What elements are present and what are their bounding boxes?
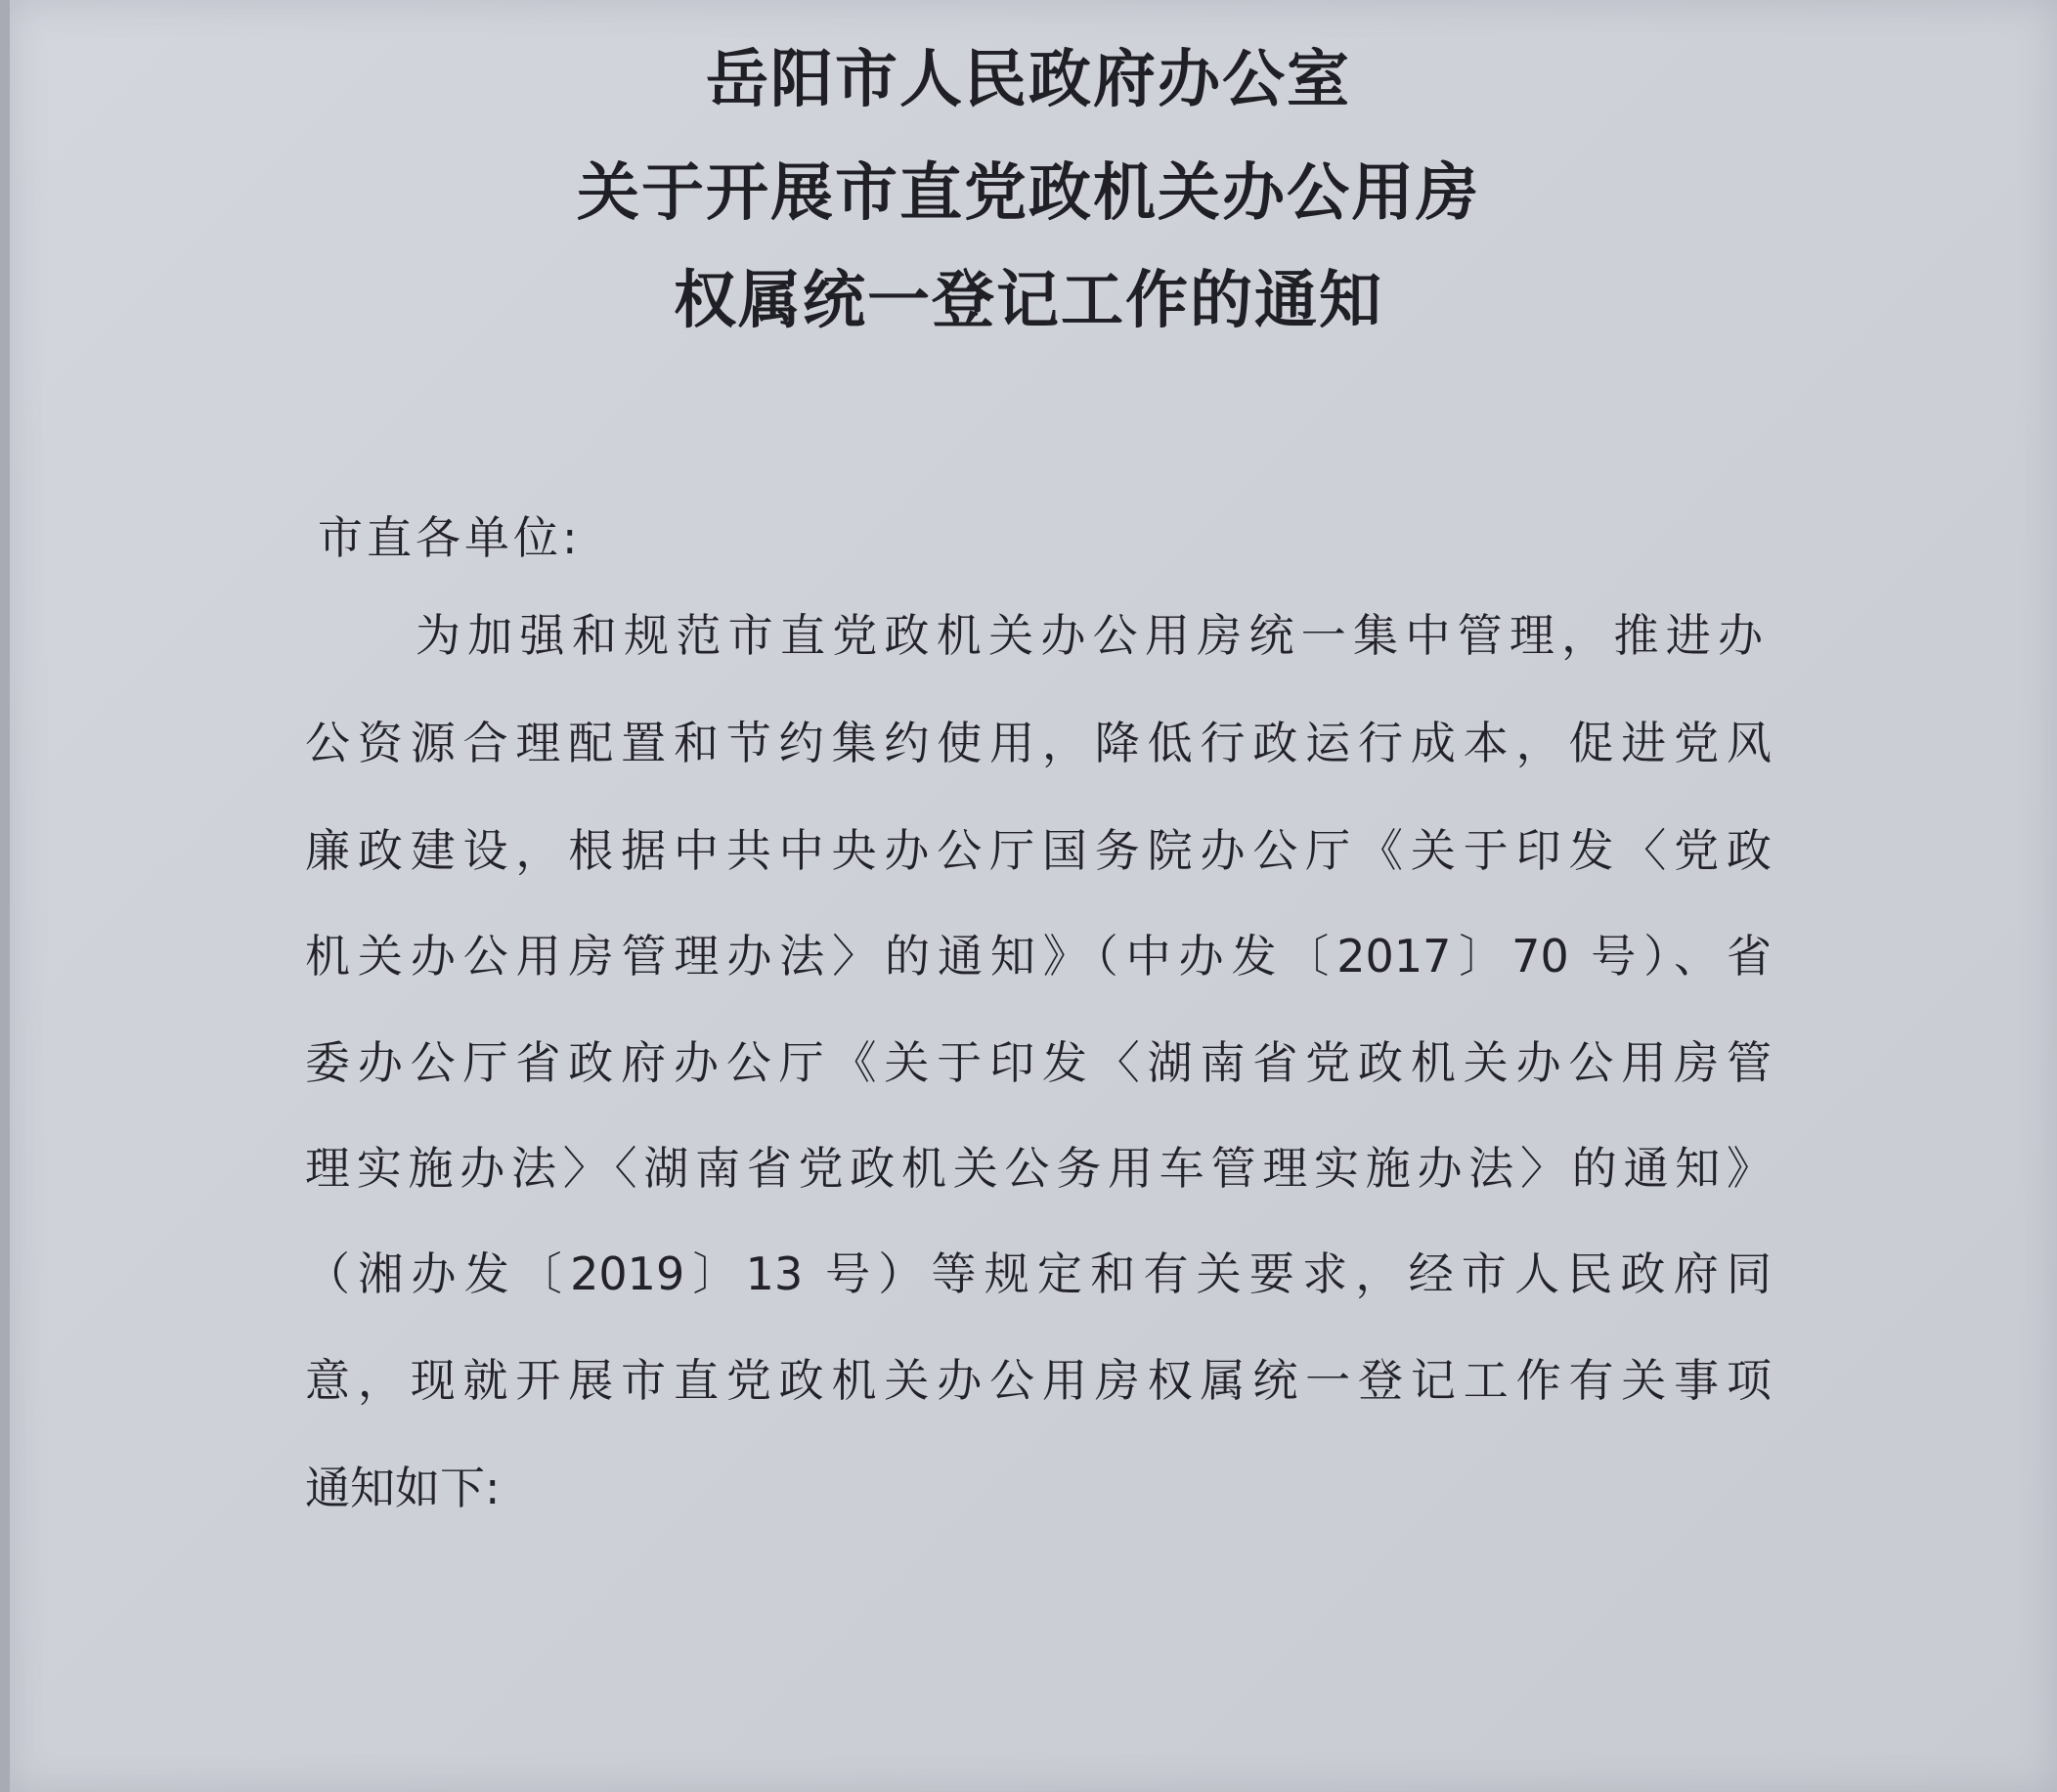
body-line-4: 机关办公用房管理办法〉的通知》（中办发〔2017〕70 号）、省 bbox=[305, 930, 1772, 983]
body-line-5: 委办公厅省政府办公厅《关于印发〈湖南省党政机关办公用房管 bbox=[305, 1036, 1772, 1089]
body-line-3: 廉政建设，根据中共中央办公厅国务院办公厅《关于印发〈党政 bbox=[305, 824, 1772, 877]
body-line-2: 公资源合理配置和节约集约使用，降低行政运行成本，促进党风 bbox=[305, 717, 1772, 769]
body-line-8: 意，现就开展市直党政机关办公用房权属统一登记工作有关事项 bbox=[305, 1354, 1772, 1407]
salutation: 市直各单位: bbox=[318, 511, 582, 564]
document-title-line-3: 权属统一登记工作的通知 bbox=[674, 264, 1383, 337]
body-line-7: （湘办发〔2019〕13 号）等规定和有关要求，经市人民政府同 bbox=[305, 1247, 1772, 1300]
body-line-9: 通知如下: bbox=[305, 1462, 501, 1514]
body-line-1: 为加强和规范市直党政机关办公用房统一集中管理，推进办 bbox=[416, 609, 1763, 662]
document-title-line-1: 岳阳市人民政府办公室 bbox=[706, 43, 1351, 116]
body-line-6: 理实施办法〉〈湖南省党政机关公务用车管理实施办法〉的通知》 bbox=[305, 1142, 1772, 1195]
document-title-line-2: 关于开展市直党政机关办公用房 bbox=[577, 156, 1480, 230]
